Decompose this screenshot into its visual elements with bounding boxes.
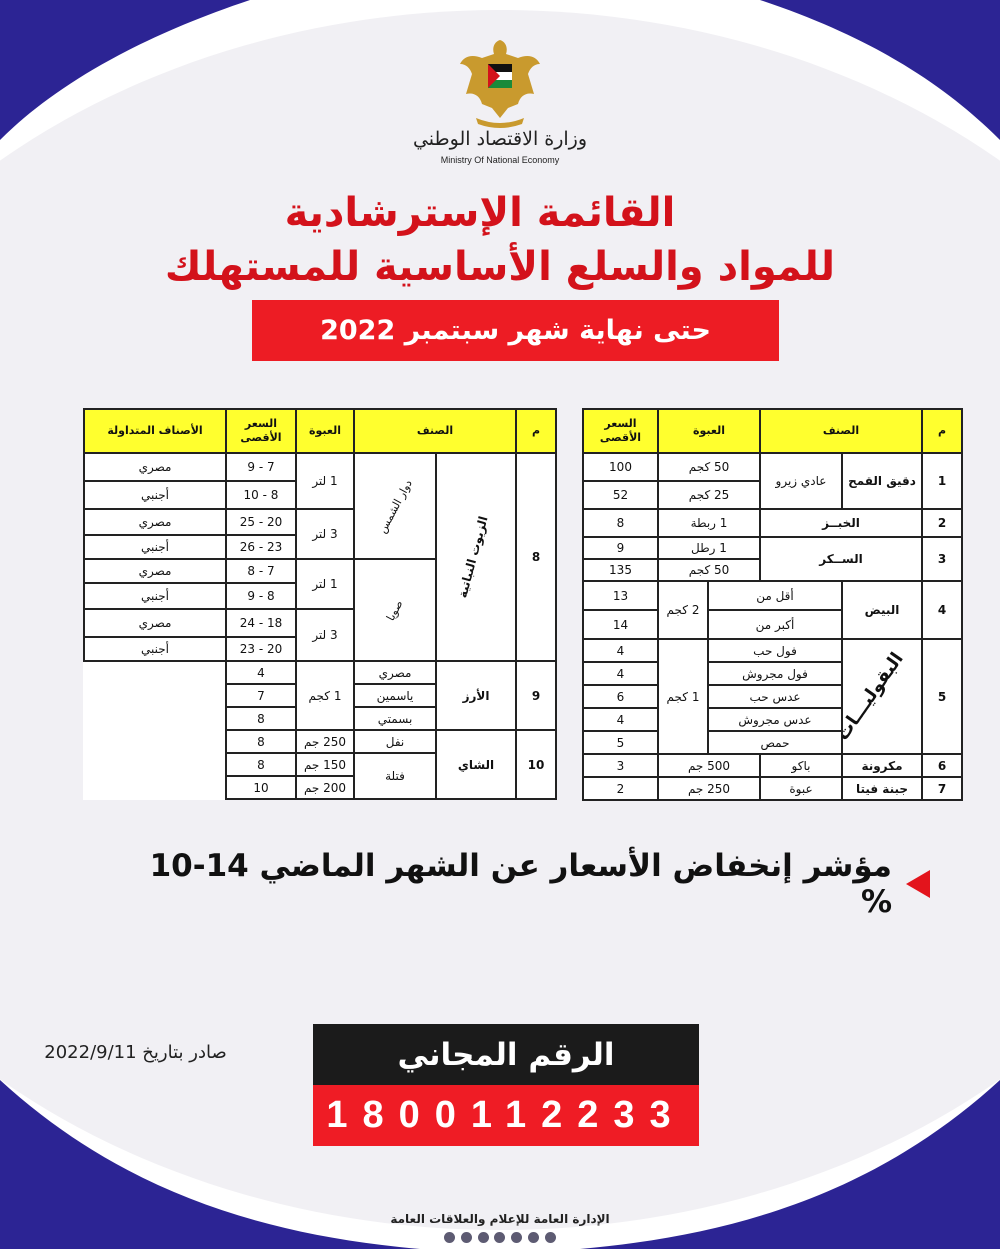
header-package: العبوة [296, 409, 354, 453]
price-table-left [83, 408, 557, 800]
price-cell: 8 - 10 [226, 481, 296, 509]
table-row [583, 754, 962, 777]
price-cell: 8 - 9 [226, 583, 296, 609]
package-cell: 500 جم [658, 754, 760, 777]
origin-cell: مصري [84, 509, 226, 535]
header-num: م [922, 409, 962, 453]
table-row [84, 453, 556, 481]
issue-date: صادر بتاريخ 2022/9/11 [44, 1042, 227, 1063]
empty-cell [84, 661, 226, 730]
table-row [84, 730, 556, 753]
item-type: ياسمين [354, 684, 436, 707]
facebook-icon[interactable] [528, 1232, 539, 1243]
item-type: عادي زيرو [760, 453, 842, 509]
price-cell: 4 [226, 661, 296, 684]
item-type: بسمتي [354, 707, 436, 730]
item-name: الخبــز [760, 509, 922, 537]
package-cell: 25 كجم [658, 481, 760, 509]
origin-cell: مصري [84, 559, 226, 583]
package-cell: 50 كجم [658, 453, 760, 481]
period-text: حتى نهاية شهر سبتمبر 2022 [320, 315, 711, 346]
item-name-legumes [832, 639, 922, 754]
table-header-row [84, 409, 556, 453]
origin-cell: مصري [84, 453, 226, 481]
item-subtype: دوار الشمس [375, 477, 415, 536]
table-row [84, 661, 556, 684]
item-type: فتلة [354, 753, 436, 799]
page-title-line-1: القائمة الإسترشادية [284, 190, 676, 236]
price-cell: 8 [226, 707, 296, 730]
package-cell: 1 رطل [658, 537, 760, 559]
indicator-text: مؤشر إنخفاض الأسعار عن الشهر الماضي 14-10 % [149, 848, 892, 920]
table-row [583, 537, 962, 559]
header-price-line-1: السعر [604, 417, 637, 431]
package-cell: 2 كجم [658, 581, 708, 639]
instagram-icon[interactable] [511, 1232, 522, 1243]
package-cell: 1 كجم [658, 639, 708, 754]
table-row [583, 453, 962, 481]
price-cell: 4 [583, 708, 658, 731]
header-package: العبوة [658, 409, 760, 453]
row-num: 9 [516, 661, 556, 730]
item-type: نفل [354, 730, 436, 753]
whatsapp-icon[interactable] [545, 1232, 556, 1243]
item-name: مكرونة [842, 754, 922, 777]
hotline-label-box [313, 1024, 699, 1085]
price-cell: 14 [583, 610, 658, 639]
price-cell: 100 [583, 453, 658, 481]
table-row [583, 509, 962, 537]
package-cell: 200 جم [296, 776, 354, 799]
globe-icon[interactable] [461, 1232, 472, 1243]
telegram-icon[interactable] [444, 1232, 455, 1243]
header-price-line-2: الأقصى [240, 431, 282, 444]
origin-cell: أجنبي [84, 481, 226, 509]
page-title-line-2: للمواد والسلع الأساسية للمستهلك [164, 244, 836, 290]
package-cell: 50 كجم [658, 559, 760, 581]
package-cell: 1 لتر [296, 453, 354, 509]
ministry-name-arabic: وزارة الاقتصاد الوطني [412, 128, 588, 150]
price-cell: 7 [226, 684, 296, 707]
package-cell: 3 لتر [296, 609, 354, 661]
header-max-price [226, 409, 296, 453]
origin-cell: أجنبي [84, 535, 226, 559]
origin-cell: أجنبي [84, 583, 226, 609]
item-name: البيض [842, 581, 922, 639]
price-cell: 7 - 9 [226, 453, 296, 481]
package-cell: 150 جم [296, 753, 354, 776]
header-max-price [583, 409, 658, 453]
item-type: عدس حب [708, 685, 842, 708]
price-cell: 18 - 24 [226, 609, 296, 637]
row-num: 6 [922, 754, 962, 777]
item-name: الســكر [760, 537, 922, 581]
row-num: 10 [516, 730, 556, 799]
header-traded-types: الأصناف المتداولة [84, 409, 226, 453]
table-header-row [583, 409, 962, 453]
row-num: 2 [922, 509, 962, 537]
price-cell: 5 [583, 731, 658, 754]
price-cell: 23 - 26 [226, 535, 296, 559]
package-cell: 250 جم [296, 730, 354, 753]
header-price-line-2: الأقصى [599, 431, 642, 444]
row-num: 1 [922, 453, 962, 509]
twitter-icon[interactable] [494, 1232, 505, 1243]
price-cell: 135 [583, 559, 658, 581]
price-cell: 4 [583, 639, 658, 662]
price-cell: 20 - 23 [226, 637, 296, 661]
item-name: الأرز [436, 661, 516, 730]
header-num: م [516, 409, 556, 453]
footer-department: الإدارة العامة للإعلام والعلاقات العامة [390, 1212, 610, 1226]
package-cell: 1 لتر [296, 559, 354, 609]
item-name: البقوليـــات [832, 648, 908, 745]
item-name-oils [436, 453, 516, 661]
size-cell: أكبر من [708, 610, 842, 639]
price-cell: 52 [583, 481, 658, 509]
table-row [583, 581, 962, 610]
table-row [583, 777, 962, 800]
row-num: 3 [922, 537, 962, 581]
table-row [583, 639, 962, 662]
item-type: عبوة [760, 777, 842, 800]
header-category: الصنف [354, 409, 516, 453]
item-subtype: صويا [384, 597, 406, 624]
package-cell: 3 لتر [296, 509, 354, 559]
price-cell: 2 [583, 777, 658, 800]
price-cell: 3 [583, 754, 658, 777]
item-subtype-sunflower [354, 453, 436, 559]
package-cell: 1 ربطة [658, 509, 760, 537]
price-cell: 8 [583, 509, 658, 537]
item-name: الزيوت النباتية [455, 514, 491, 600]
price-cell: 20 - 25 [226, 509, 296, 535]
price-indicator [120, 848, 930, 920]
row-num: 8 [516, 453, 556, 661]
triangle-arrow-icon [906, 870, 930, 898]
item-type: فول حب [708, 639, 842, 662]
price-cell: 6 [583, 685, 658, 708]
item-name: الشاي [436, 730, 516, 799]
item-name: جبنة فيتا [842, 777, 922, 800]
price-cell: 13 [583, 581, 658, 610]
package-cell: 250 جم [658, 777, 760, 800]
hotline-number-box [313, 1085, 699, 1146]
header-price-line-1: السعر [244, 417, 278, 431]
price-cell: 8 [226, 753, 296, 776]
palestine-eagle-emblem [452, 34, 548, 134]
item-type: فول مجروش [708, 662, 842, 685]
social-icons [444, 1232, 556, 1244]
row-num: 7 [922, 777, 962, 800]
row-num: 5 [922, 639, 962, 754]
price-cell: 10 [226, 776, 296, 799]
empty-cell [84, 730, 226, 799]
item-type: باكو [760, 754, 842, 777]
price-cell: 9 [583, 537, 658, 559]
origin-cell: أجنبي [84, 637, 226, 661]
item-type: عدس مجروش [708, 708, 842, 731]
price-table-right [582, 408, 963, 801]
origin-cell: مصري [84, 609, 226, 637]
hotline-number: 1800112233 [326, 1094, 686, 1136]
youtube-icon[interactable] [478, 1232, 489, 1243]
header-category: الصنف [760, 409, 922, 453]
price-cell: 8 [226, 730, 296, 753]
size-cell: أقل من [708, 581, 842, 610]
item-subtype-soy [354, 559, 436, 661]
period-banner [252, 300, 779, 361]
item-type: مصري [354, 661, 436, 684]
row-num: 4 [922, 581, 962, 639]
package-cell: 1 كجم [296, 661, 354, 730]
price-cell: 4 [583, 662, 658, 685]
ministry-name-english: Ministry Of National Economy [440, 155, 560, 165]
item-name: دقيق القمح [842, 453, 922, 509]
item-type: حمص [708, 731, 842, 754]
price-cell: 7 - 8 [226, 559, 296, 583]
hotline-label: الرقم المجاني [397, 1036, 615, 1073]
